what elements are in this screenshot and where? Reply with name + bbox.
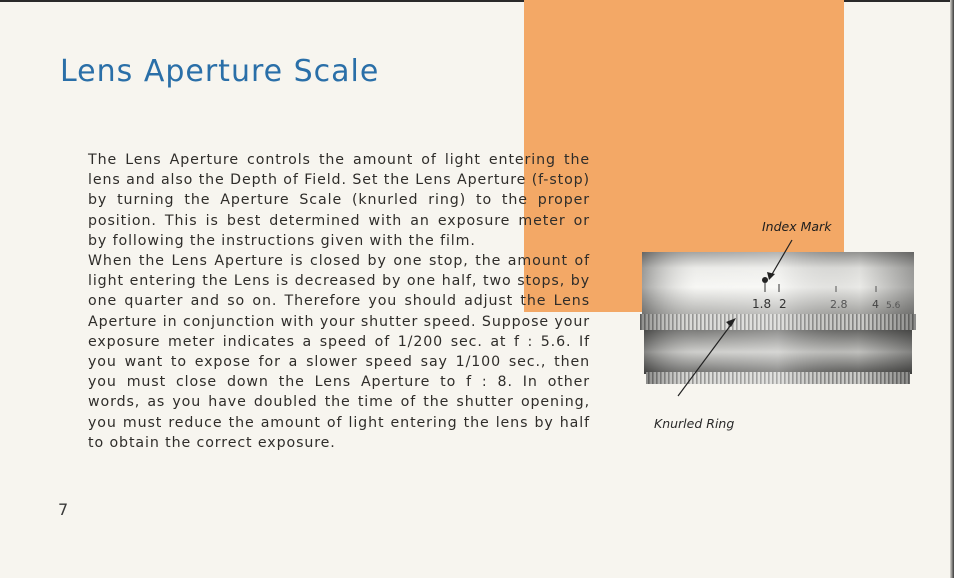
scale-number-5-6: 5.6 [886,301,901,311]
lens-illustration [636,244,918,390]
paragraph-1: The Lens Aperture controls the amount of light entering the lens and also the Depth of Field. Set the Lens Aperture (f-stop) by turning the Aperture Scale (knurled ring) to the proper position. This is best determined with an exposure meter or by following the instructions given with the film. [88,152,590,249]
scale-number-2-8: 2.8 [830,298,848,311]
scale-number-1-8: 1.8 [752,297,772,311]
page-title: Lens Aperture Scale [60,54,380,89]
scale-number-2: 2 [779,297,787,311]
scale-number-4: 4 [872,298,879,311]
index-mark-label: Index Mark [762,219,832,234]
page-right-edge [950,0,954,578]
knurled-ring-label: Knurled Ring [654,416,735,431]
page-number: 7 [58,500,69,519]
paragraph-2: When the Lens Aperture is closed by one stop, the amount of light entering the Lens is decreased by one half, two stops, by one quarter and so on. Therefore you should adjust the Lens Aperture in conjunction with your shutter speed. Suppose your exposure meter indicates a speed of 1/200 sec. at f : 5.6. If you want to expose for a slower speed say 1/100 sec., then you must close down the Lens Aperture to f : 8. In other words, as you have doubled the time of the shutter opening, you must reduce the amount of light entering the lens by half to obtain the correct exposure. [88,253,590,451]
body-text [88,150,590,453]
